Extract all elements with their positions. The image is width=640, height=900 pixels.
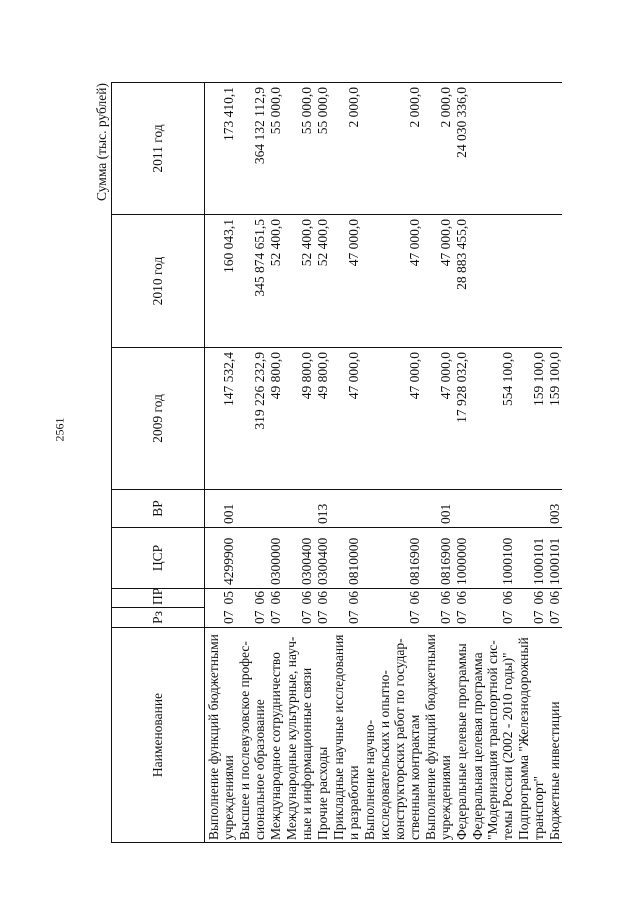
cell-rz: 07 (546, 608, 562, 628)
cell-2009: 159 100,0 (546, 348, 562, 490)
cell-name: Высшее и послевузовское профес-сиональное образование (236, 628, 267, 843)
header-rz: Рз (112, 608, 205, 628)
cell-rz: 07 (314, 608, 330, 628)
cell-rz: 07 (361, 608, 422, 628)
cell-vr (330, 490, 361, 528)
table-row (546, 83, 562, 843)
cell-rz: 07 (469, 608, 515, 628)
cell-pr: 06 (330, 589, 361, 608)
cell-name: Международное сотрудничество (267, 628, 283, 843)
cell-name: Подпрограмма "Железнодорожный транспорт" (515, 628, 546, 843)
cell-pr: 06 (283, 589, 314, 608)
cell-csr: 0300000 (267, 528, 283, 589)
cell-2009: 17 928 032,0 (453, 348, 469, 490)
cell-2010: 52 400,0 (267, 215, 283, 348)
header-2009: 2009 год (112, 348, 205, 490)
header-csr: ЦСР (112, 528, 205, 589)
cell-name: Федеральная целевая программа "Модернизация транспортной сис-темы России (2002 - 2010 годы)" (469, 628, 515, 843)
cell-2011 (469, 83, 515, 215)
cell-2009: 49 800,0 (283, 348, 314, 490)
cell-2010 (515, 215, 546, 348)
cell-rz: 07 (515, 608, 546, 628)
cell-2009: 47 000,0 (422, 348, 453, 490)
table-row (267, 83, 283, 843)
cell-name: Федеральные целевые программы (453, 628, 469, 843)
cell-2011: 2 000,0 (330, 83, 361, 215)
cell-pr: 06 (314, 589, 330, 608)
cell-2011: 2 000,0 (422, 83, 453, 215)
table-header-row (112, 83, 205, 843)
unit-label: Сумма (тыс. рублей) (94, 83, 109, 201)
table-row (515, 83, 546, 843)
cell-vr: 001 (422, 490, 453, 528)
cell-2011: 2 000,0 (361, 83, 422, 215)
cell-2010 (546, 215, 562, 348)
cell-rz: 07 (236, 608, 267, 628)
page-number: 2561 (52, 417, 67, 442)
table-row (453, 83, 469, 843)
header-pr: ПР (112, 589, 205, 608)
cell-csr: 0810000 (330, 528, 361, 589)
table-row (314, 83, 330, 843)
cell-2009: 147 532,4 (205, 348, 237, 490)
cell-name: Выполнение функций бюджетными учреждениями (205, 628, 237, 843)
cell-pr: 06 (422, 589, 453, 608)
cell-2010: 160 043,1 (205, 215, 237, 348)
cell-pr: 06 (236, 589, 267, 608)
cell-2009: 319 226 232,9 (236, 348, 267, 490)
cell-pr: 06 (546, 589, 562, 608)
budget-table (111, 82, 562, 843)
cell-pr: 06 (361, 589, 422, 608)
cell-2010: 52 400,0 (314, 215, 330, 348)
cell-2011: 55 000,0 (314, 83, 330, 215)
cell-name: Выполнение функций бюджетными учреждениями (422, 628, 453, 843)
cell-rz: 07 (330, 608, 361, 628)
cell-csr: 4299900 (205, 528, 237, 589)
cell-2011 (546, 83, 562, 215)
cell-vr: 013 (314, 490, 330, 528)
cell-2010: 47 000,0 (422, 215, 453, 348)
rotated-page (94, 83, 574, 843)
cell-name: Прочие расходы (314, 628, 330, 843)
cell-vr (469, 490, 515, 528)
cell-vr (236, 490, 267, 528)
table-row (469, 83, 515, 843)
cell-2009: 49 800,0 (267, 348, 283, 490)
cell-vr (515, 490, 546, 528)
cell-2009: 554 100,0 (469, 348, 515, 490)
table-row (236, 83, 267, 843)
header-2011: 2011 год (112, 83, 205, 215)
cell-csr: 0300400 (283, 528, 314, 589)
header-name: Наименование (112, 628, 205, 843)
table-row (330, 83, 361, 843)
cell-csr: 1000100 (469, 528, 515, 589)
cell-vr (267, 490, 283, 528)
cell-pr: 06 (453, 589, 469, 608)
cell-pr: 05 (205, 589, 237, 608)
cell-2010: 345 874 651,5 (236, 215, 267, 348)
table-row (283, 83, 314, 843)
cell-rz: 07 (453, 608, 469, 628)
cell-pr: 06 (267, 589, 283, 608)
cell-2010: 47 000,0 (361, 215, 422, 348)
cell-csr: 0816900 (361, 528, 422, 589)
cell-csr (236, 528, 267, 589)
cell-name: Бюджетные инвестиции (546, 628, 562, 843)
table-row (422, 83, 453, 843)
cell-rz: 07 (422, 608, 453, 628)
cell-vr (283, 490, 314, 528)
cell-2010: 28 883 455,0 (453, 215, 469, 348)
cell-csr: 1000101 (546, 528, 562, 589)
cell-pr: 06 (515, 589, 546, 608)
cell-name: Выполнение научно-исследовательских и опытно-конструкторских работ по государ-ственным контрактам (361, 628, 422, 843)
cell-2009: 47 000,0 (330, 348, 361, 490)
header-2010: 2010 год (112, 215, 205, 348)
cell-csr: 1000101 (515, 528, 546, 589)
table-row (205, 83, 237, 843)
cell-pr: 06 (469, 589, 515, 608)
cell-csr: 0816900 (422, 528, 453, 589)
cell-2010 (469, 215, 515, 348)
cell-csr: 0300400 (314, 528, 330, 589)
cell-rz: 07 (205, 608, 237, 628)
cell-2009: 159 100,0 (515, 348, 546, 490)
cell-2011: 55 000,0 (267, 83, 283, 215)
cell-vr: 003 (546, 490, 562, 528)
cell-2011: 173 410,1 (205, 83, 237, 215)
cell-2009: 49 800,0 (314, 348, 330, 490)
cell-name: Прикладные научные исследования и разработки (330, 628, 361, 843)
cell-vr: 001 (205, 490, 237, 528)
cell-2009: 47 000,0 (361, 348, 422, 490)
cell-name: Международные культурные, науч-ные и информационные связи (283, 628, 314, 843)
cell-2011 (515, 83, 546, 215)
cell-2010: 47 000,0 (330, 215, 361, 348)
header-vr: ВР (112, 490, 205, 528)
cell-rz: 07 (283, 608, 314, 628)
cell-vr (361, 490, 422, 528)
cell-vr (453, 490, 469, 528)
cell-2011: 364 132 112,9 (236, 83, 267, 215)
cell-2011: 24 030 336,0 (453, 83, 469, 215)
cell-csr: 1000000 (453, 528, 469, 589)
cell-2010: 52 400,0 (283, 215, 314, 348)
table-row (361, 83, 422, 843)
cell-rz: 07 (267, 608, 283, 628)
cell-2011: 55 000,0 (283, 83, 314, 215)
